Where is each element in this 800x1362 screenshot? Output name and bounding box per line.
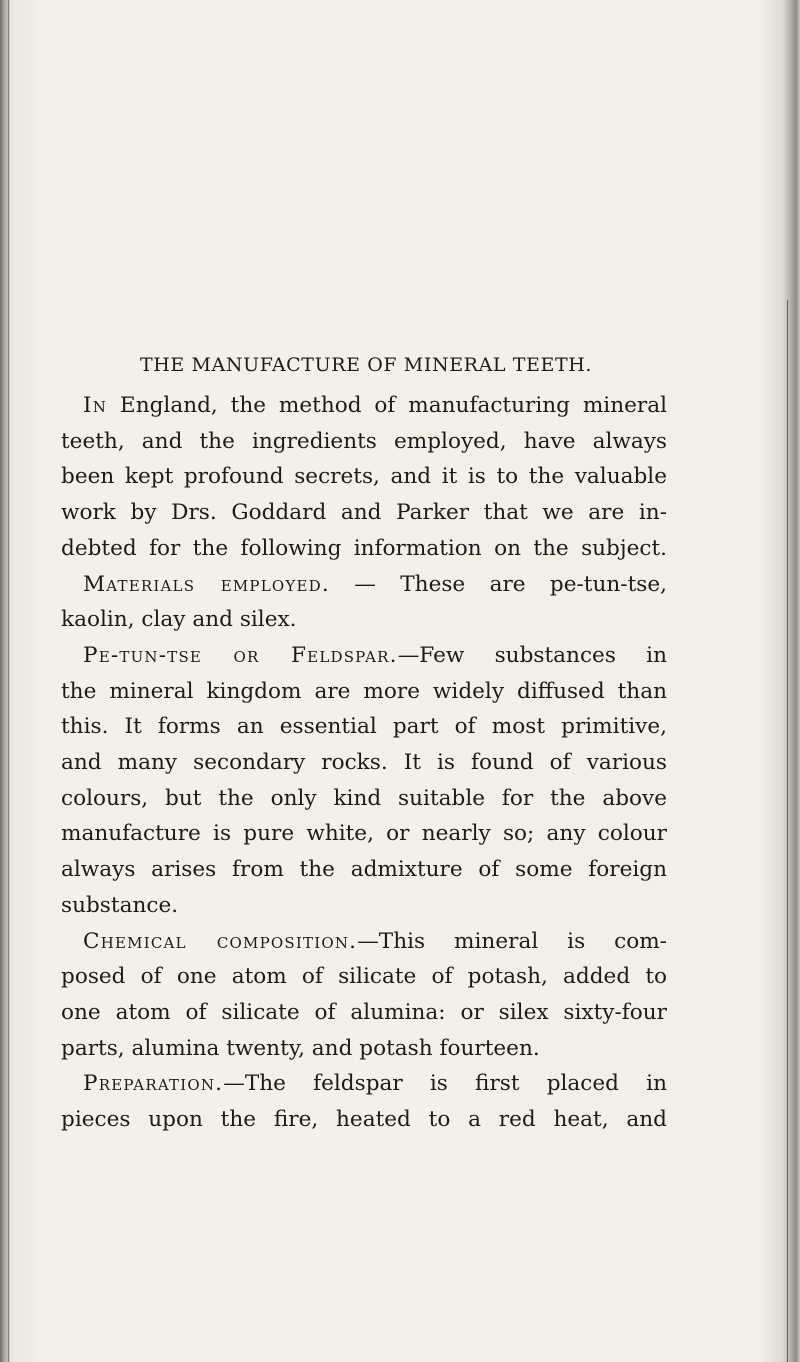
page-edge-line-right	[787, 300, 788, 1362]
text-line-20	[61, 1066, 667, 1102]
petuntse-rest: —Few substances in	[397, 642, 667, 668]
heading-materials: Materials employed.	[83, 571, 330, 597]
text-line-17: posed of one atom of silicate of potash, added to	[61, 964, 667, 990]
text-line-18: one atom of silicate of alumina: or silex sixty-four	[61, 999, 667, 1025]
page-binding-right	[782, 0, 800, 1362]
text-line-21: pieces upon the fire, heated to a red heat, and	[61, 1107, 667, 1133]
heading-petuntse: Pe-tun-tse or Feldspar.	[83, 642, 398, 668]
first-line-rest: England, the method of manufacturing mineral	[107, 393, 667, 418]
text-line-1	[61, 388, 667, 424]
text-line-2: teeth, and the ingredients employed, have always	[61, 428, 667, 454]
text-line-8	[61, 638, 667, 674]
text-line-4: work by Drs. Goddard and Parker that we are in-	[61, 500, 667, 526]
heading-preparation: Preparation.	[83, 1071, 224, 1097]
text-line-7: kaolin, clay and silex.	[61, 607, 297, 633]
body-text	[61, 388, 667, 1138]
preparation-rest: —The feldspar is first placed in	[223, 1071, 667, 1097]
page-edge-line-left	[8, 0, 9, 1362]
text-line-13: manufacture is pure white, or nearly so; any colour	[61, 821, 667, 847]
first-word: In	[83, 393, 108, 418]
text-line-11: and many secondary rocks. It is found of various	[61, 750, 667, 776]
text-line-10: this. It forms an essential part of most primitive,	[61, 714, 667, 740]
text-line-19: parts, alumina twenty, and potash fourteen.	[61, 1035, 540, 1061]
text-line-5: debted for the following information on the subject.	[61, 535, 667, 561]
chemical-rest: —This mineral is com-	[357, 928, 667, 954]
running-head: THE MANUFACTURE OF MINERAL TEETH.	[139, 354, 593, 376]
text-line-16	[61, 924, 667, 960]
text-line-6	[61, 567, 667, 603]
materials-rest: — These are pe-tun-tse,	[329, 571, 667, 597]
heading-chemical: Chemical composition.	[83, 928, 358, 954]
text-line-12: colours, but the only kind suitable for the above	[61, 785, 667, 811]
text-line-3: been kept profound secrets, and it is to the valuable	[61, 464, 667, 490]
text-line-15: substance.	[61, 892, 179, 918]
text-line-9: the mineral kingdom are more widely diffused than	[61, 678, 667, 704]
page-content	[61, 340, 667, 1138]
text-line-14: always arises from the admixture of some foreign	[61, 857, 667, 883]
